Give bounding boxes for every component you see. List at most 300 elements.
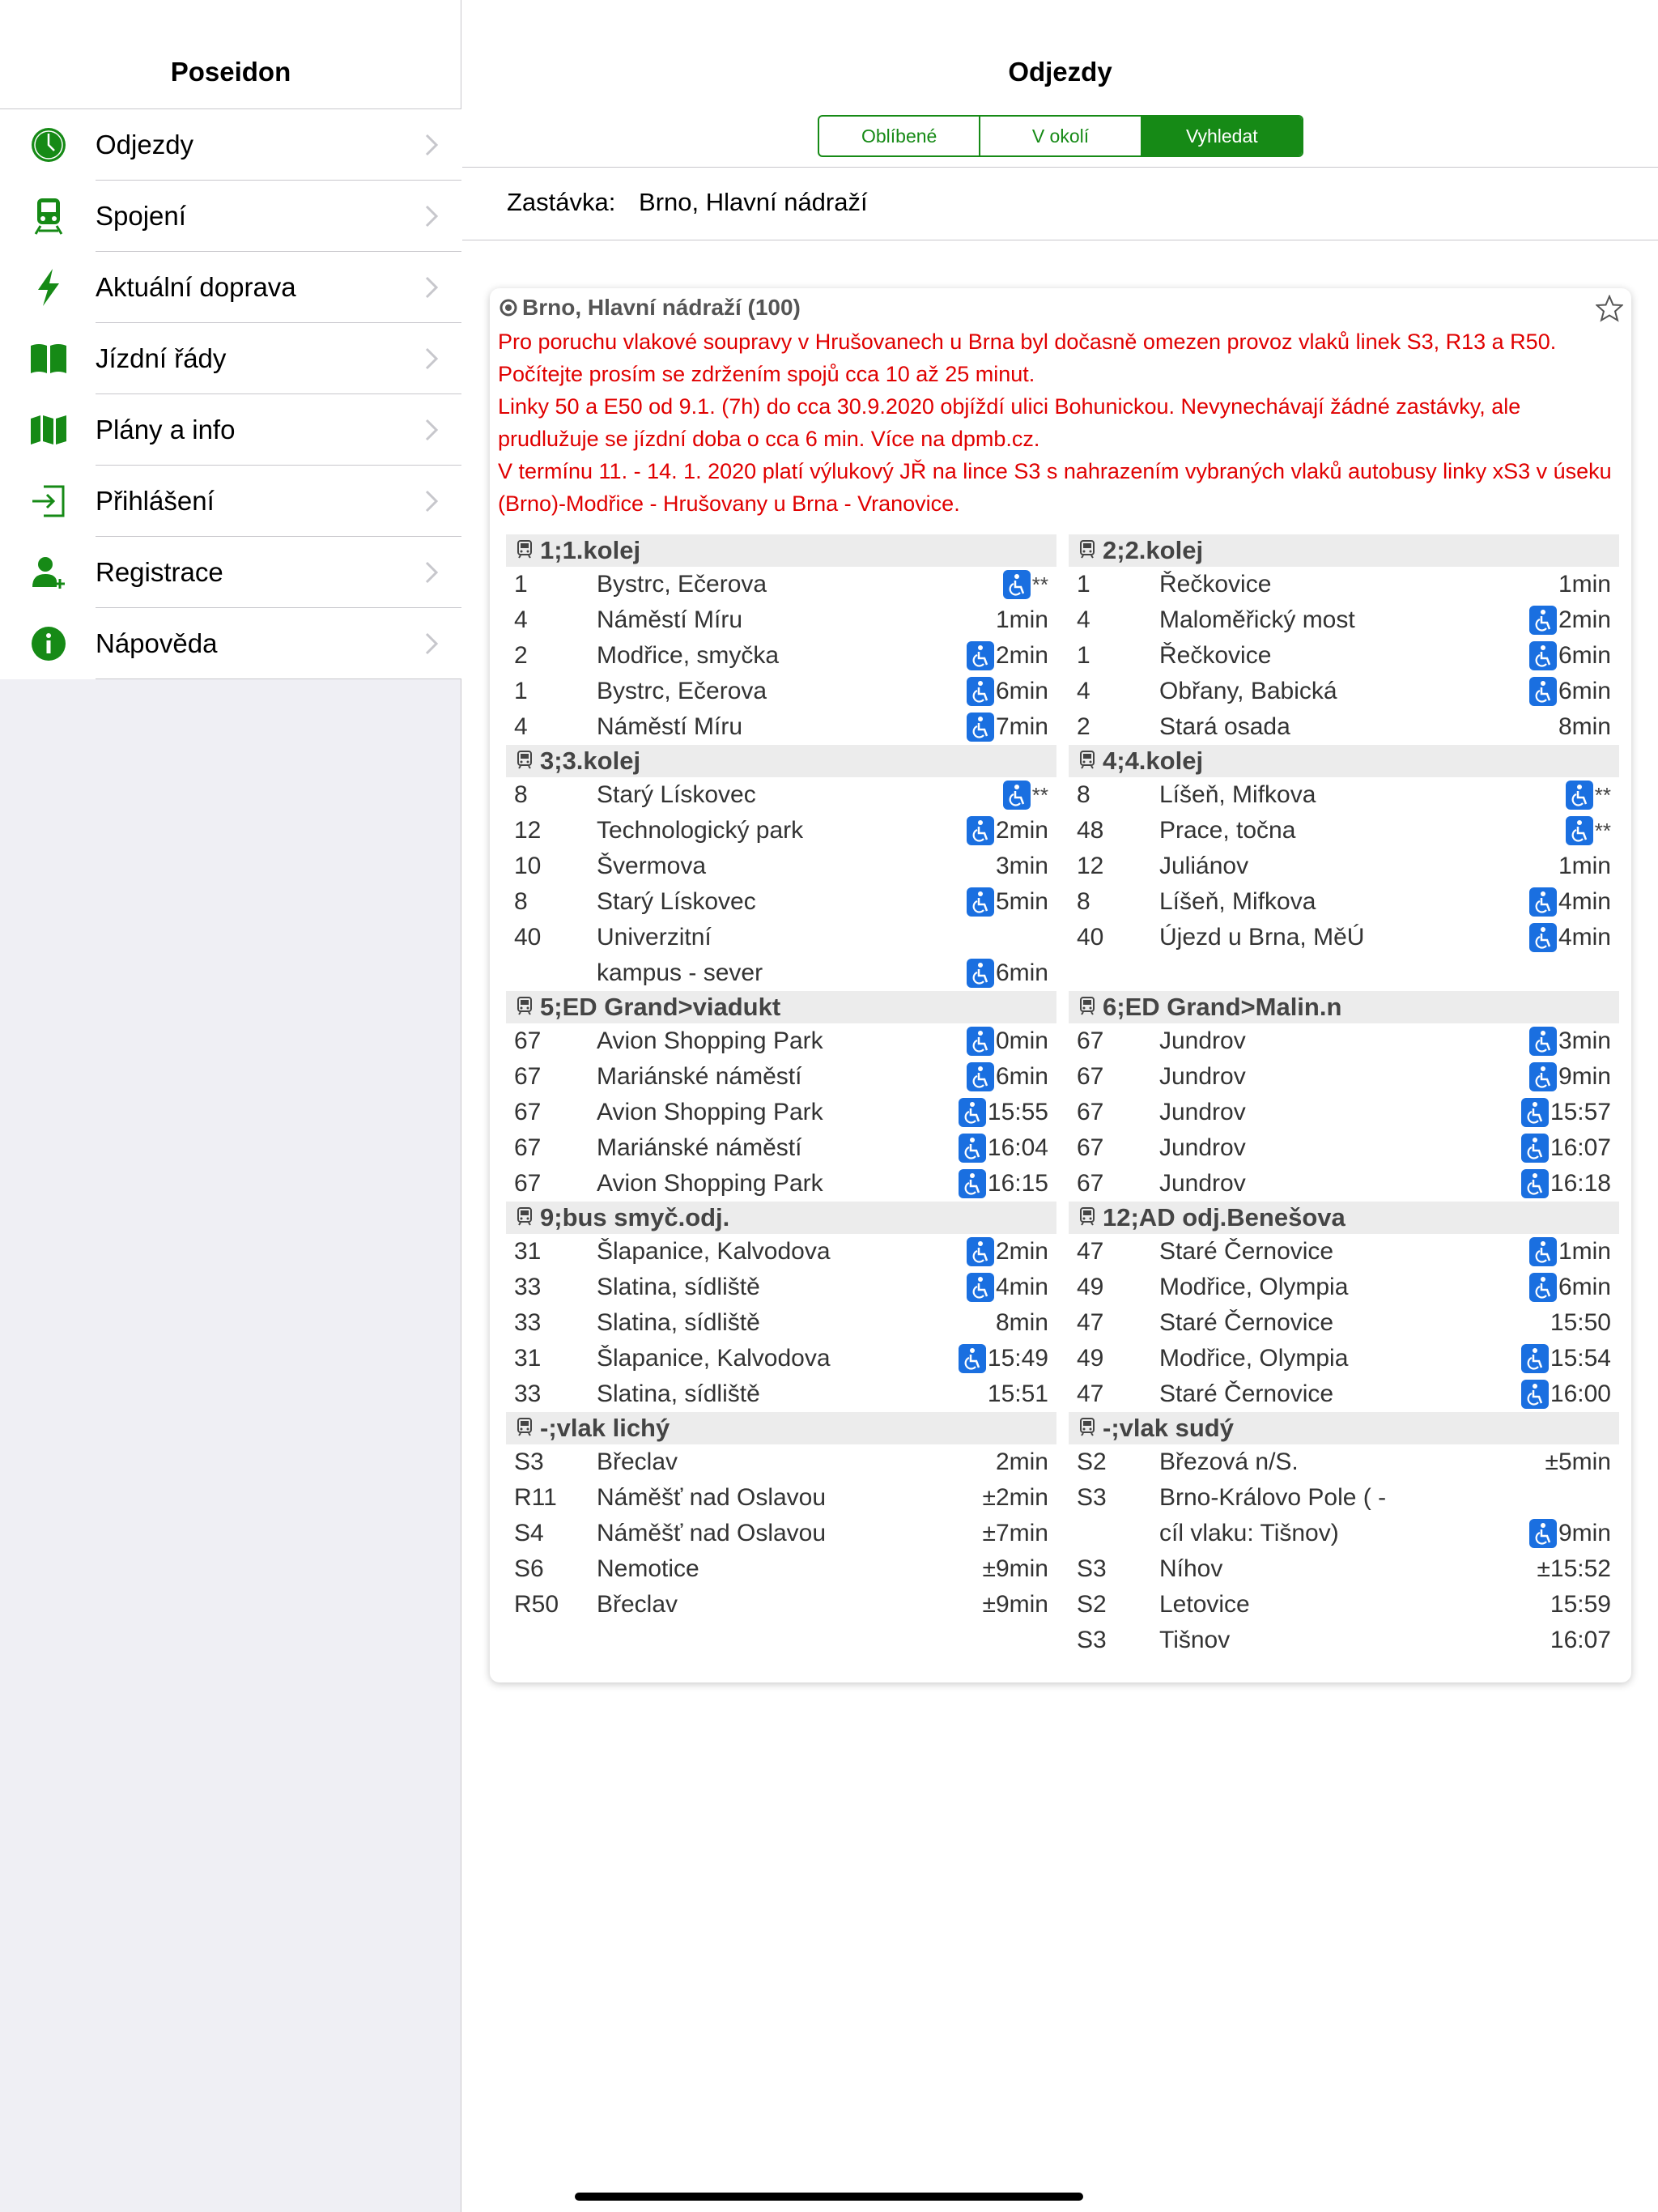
wheelchair-icon	[967, 1027, 994, 1056]
line-number: 8	[1077, 888, 1090, 915]
departure-row[interactable]	[1069, 567, 1619, 602]
wheelchair-icon	[1566, 781, 1593, 810]
departure-group	[506, 534, 1056, 745]
departure-info	[996, 853, 1056, 880]
departure-row[interactable]	[506, 1023, 1056, 1059]
departure-time: 2min	[995, 817, 1048, 844]
line-number: 33	[514, 1309, 542, 1336]
line-number: 33	[514, 1380, 542, 1407]
departure-info	[967, 677, 1056, 706]
line-number: 4	[514, 713, 528, 740]
departure-group	[506, 1412, 1056, 1623]
departure-group	[1069, 534, 1619, 745]
sidebar-item-napoveda[interactable]	[0, 608, 461, 679]
departure-row[interactable]	[1069, 777, 1619, 813]
departure-group	[1069, 1412, 1619, 1658]
line-number: 1	[514, 571, 528, 598]
departure-row[interactable]	[506, 1166, 1056, 1202]
departure-row[interactable]	[1069, 1587, 1619, 1623]
departure-info	[967, 959, 1056, 988]
group-title: 6;ED Grand>Malin.n	[1103, 993, 1342, 1021]
departure-row[interactable]	[506, 1376, 1056, 1412]
page-title: Odjezdy	[1008, 57, 1112, 87]
departure-row[interactable]	[1069, 849, 1619, 884]
tab-v-okoli[interactable]: V okolí	[980, 117, 1141, 155]
line-number: S2	[1077, 1448, 1107, 1475]
wheelchair-icon	[1521, 1098, 1549, 1127]
destination: Avion Shopping Park	[597, 1170, 823, 1197]
departure-info	[1521, 1169, 1619, 1198]
departure-info	[983, 1484, 1057, 1512]
wheelchair-icon	[959, 1344, 986, 1373]
destination: Líšeň, Mifkova	[1159, 888, 1316, 915]
departure-row[interactable]	[1069, 1166, 1619, 1202]
departure-row[interactable]	[506, 674, 1056, 709]
notice-text: V termínu 11. - 14. 1. 2020 platí výlukový JŘ na lince S3 s nahrazením vybraných vlaků autobusy linky xS3 v úseku (Brno)-Modřice - Hrušovany u Brna - Vranovice.	[498, 459, 1612, 516]
departure-row[interactable]	[1069, 1376, 1619, 1412]
group-header	[506, 991, 1056, 1023]
line-number: S4	[514, 1520, 544, 1546]
departure-info	[983, 1555, 1057, 1583]
book-icon	[29, 339, 68, 378]
line-number: 4	[1077, 678, 1090, 704]
departure-row[interactable]	[506, 638, 1056, 674]
tram-stop-icon	[1078, 993, 1096, 1022]
line-number: 10	[514, 853, 542, 879]
departure-info	[967, 1273, 1056, 1302]
departure-time: 2min	[995, 642, 1048, 669]
line-number: 4	[1077, 606, 1090, 633]
destination: Líšeň, Mifkova	[1159, 781, 1316, 808]
destination: Modřice, Olympia	[1159, 1345, 1349, 1372]
departure-time: 6min	[1558, 1274, 1611, 1300]
wheelchair-icon	[1003, 570, 1031, 599]
wheelchair-icon	[1521, 1134, 1549, 1163]
wheelchair-icon	[959, 1134, 986, 1163]
sidebar-title: Poseidon	[170, 57, 291, 87]
line-number: S3	[514, 1448, 544, 1475]
departure-group	[1069, 745, 1619, 991]
destination: Mariánské náměstí	[597, 1134, 802, 1161]
departure-info	[959, 1344, 1056, 1373]
login-icon	[29, 482, 68, 521]
sidebar-item-odjezdy[interactable]	[0, 109, 461, 181]
departure-row[interactable]	[506, 1551, 1056, 1587]
tram-stop-icon	[1078, 747, 1096, 776]
departure-row[interactable]	[1069, 1023, 1619, 1059]
line-number: R50	[514, 1591, 559, 1618]
departure-row[interactable]	[1069, 674, 1619, 709]
departure-info	[967, 887, 1056, 917]
destination: Staré Černovice	[1159, 1238, 1334, 1265]
wheelchair-icon	[959, 1169, 986, 1198]
departure-info	[967, 713, 1056, 742]
line-number: 48	[1077, 817, 1104, 844]
chevron-right-icon	[424, 419, 439, 441]
group-title: -;vlak lichý	[540, 1414, 670, 1442]
departure-row[interactable]	[506, 1059, 1056, 1095]
destination: Jundrov	[1159, 1063, 1246, 1090]
group-header	[1069, 1412, 1619, 1444]
departure-row[interactable]	[506, 1516, 1056, 1551]
departure-info	[988, 1380, 1056, 1408]
departure-row[interactable]	[506, 602, 1056, 638]
line-number: 2	[1077, 713, 1090, 740]
wheelchair-icon	[967, 959, 994, 988]
tram-stop-icon	[1078, 1203, 1096, 1232]
departures-column-right	[1069, 534, 1619, 1658]
destination: Jundrov	[1159, 1099, 1246, 1125]
departure-row[interactable]	[1069, 1059, 1619, 1095]
line-number: S3	[1077, 1627, 1107, 1653]
departure-group	[506, 1202, 1056, 1412]
departure-time: 2min	[995, 1238, 1048, 1265]
line-number: 1	[514, 678, 528, 704]
line-number: 31	[514, 1238, 542, 1265]
departure-info	[1550, 1309, 1619, 1337]
departure-time: ±2min	[982, 1484, 1048, 1511]
departure-time: 16:18	[1550, 1170, 1611, 1197]
group-title: 2;2.kolej	[1103, 536, 1204, 564]
tram-stop-icon	[516, 747, 534, 776]
line-number: 67	[514, 1063, 542, 1090]
line-number: 47	[1077, 1309, 1104, 1336]
departure-info	[1521, 1134, 1619, 1163]
destination: Technologický park	[597, 817, 804, 844]
sidebar-item-jizdni-rady[interactable]	[0, 323, 461, 394]
line-number: 8	[514, 888, 528, 915]
departure-row[interactable]	[506, 1270, 1056, 1305]
map-icon	[29, 410, 68, 449]
departure-row[interactable]	[1069, 1130, 1619, 1166]
line-number: 8	[1077, 781, 1090, 808]
destination: Bystrc, Ečerova	[597, 571, 767, 598]
departure-time: ±9min	[982, 1555, 1048, 1582]
notice-text: Pro poruchu vlakové soupravy v Hrušovanech u Brna byl dočasně omezen provoz vlaků linek S3, R13 a R50. Počítejte prosím se zdržením spojů cca 10 až 25 minut.	[498, 330, 1557, 386]
destination: Náměstí Míru	[597, 606, 743, 633]
departure-time: 15:59	[1550, 1591, 1611, 1618]
destination: Řečkovice	[1159, 642, 1272, 669]
group-header	[1069, 1202, 1619, 1234]
sidebar	[0, 0, 461, 2212]
stop-label: Zastávka:	[507, 188, 616, 216]
departure-info	[996, 1309, 1056, 1337]
home-indicator[interactable]	[575, 2193, 1083, 2201]
line-number: 4	[514, 606, 528, 633]
wheelchair-icon	[1529, 641, 1557, 670]
sidebar-item-plany-a-info[interactable]	[0, 394, 461, 466]
wheelchair-icon	[1521, 1344, 1549, 1373]
tab-oblibene[interactable]: Oblíbené	[819, 117, 980, 155]
departure-row[interactable]	[506, 1587, 1056, 1623]
destination: Modřice, Olympia	[1159, 1274, 1349, 1300]
departure-info	[1529, 1237, 1619, 1266]
departure-row[interactable]	[506, 1130, 1056, 1166]
destination: Březová n/S.	[1159, 1448, 1299, 1475]
departure-info	[996, 1448, 1056, 1476]
line-number: 47	[1077, 1380, 1104, 1407]
destination: Jundrov	[1159, 1027, 1246, 1054]
wheelchair-icon	[1566, 816, 1593, 845]
line-number: 1	[1077, 571, 1090, 598]
group-title: 9;bus smyč.odj.	[540, 1203, 730, 1231]
departure-time: 15:55	[987, 1099, 1048, 1125]
departure-info	[959, 1098, 1056, 1127]
departure-row[interactable]	[506, 567, 1056, 602]
sidebar-item-spojeni[interactable]	[0, 181, 461, 252]
departure-time: 8min	[1558, 713, 1611, 740]
departure-info	[1550, 1591, 1619, 1619]
line-number: 40	[514, 924, 542, 951]
departure-row[interactable]	[1069, 1623, 1619, 1658]
departure-info	[967, 1237, 1056, 1266]
stop-field[interactable]	[507, 188, 868, 217]
low-floor-note: **	[1594, 818, 1611, 843]
wheelchair-icon	[1529, 606, 1557, 635]
line-number: 40	[1077, 924, 1104, 951]
group-header	[1069, 745, 1619, 777]
departure-time: 6min	[995, 678, 1048, 704]
departure-time: 7min	[995, 713, 1048, 740]
group-header	[506, 534, 1056, 567]
departure-row[interactable]	[506, 884, 1056, 920]
chevron-right-icon	[424, 134, 439, 156]
wheelchair-icon	[967, 677, 994, 706]
departure-info	[1558, 713, 1619, 741]
departure-row[interactable]	[1069, 709, 1619, 745]
wheelchair-icon	[1529, 1062, 1557, 1091]
wheelchair-icon	[1529, 887, 1557, 917]
departure-info	[1529, 641, 1619, 670]
notice-text: Linky 50 a E50 od 9.1. (7h) do cca 30.9.2020 objíždí ulici Bohunickou. Nevynechávají žádné zastávky, ale prudlužuje se jízdní doba o cca 6 min. Více na dpmb.cz.	[498, 394, 1521, 451]
wheelchair-icon	[1521, 1380, 1549, 1409]
departure-info	[1566, 781, 1619, 810]
sidebar-item-label: Nápověda	[96, 628, 218, 658]
departure-time: 6min	[995, 959, 1048, 986]
destination: Letovice	[1159, 1591, 1250, 1618]
departure-info	[996, 606, 1056, 634]
destination: Starý Lískovec	[597, 781, 756, 808]
departure-time: 6min	[1558, 642, 1611, 669]
chevron-right-icon	[424, 561, 439, 584]
departure-info	[967, 1062, 1056, 1091]
line-number: 1	[1077, 642, 1090, 669]
stop-value: Brno, Hlavní nádraží	[639, 188, 868, 216]
chevron-right-icon	[424, 632, 439, 655]
group-header	[506, 1412, 1056, 1444]
destination: Jundrov	[1159, 1134, 1246, 1161]
destination: Brno-Královo Pole ( -	[1159, 1484, 1387, 1511]
line-number: S2	[1077, 1591, 1107, 1618]
destination: Staré Černovice	[1159, 1309, 1334, 1336]
bolt-icon	[29, 268, 68, 307]
departure-row[interactable]	[506, 777, 1056, 813]
departure-row[interactable]	[1069, 1095, 1619, 1130]
departure-group	[1069, 1202, 1619, 1412]
group-title: -;vlak sudý	[1103, 1414, 1234, 1442]
departure-info	[967, 641, 1056, 670]
departure-time: 6min	[995, 1063, 1048, 1090]
departure-time: 3min	[1558, 1027, 1611, 1054]
departure-row[interactable]	[1069, 920, 1619, 955]
departure-info	[1529, 1273, 1619, 1302]
departure-row[interactable]	[506, 1234, 1056, 1270]
card-title: Brno, Hlavní nádraží (100)	[522, 295, 801, 320]
departure-info	[1566, 816, 1619, 845]
wheelchair-icon	[967, 1237, 994, 1266]
departure-row[interactable]	[506, 1095, 1056, 1130]
line-number: 47	[1077, 1238, 1104, 1265]
departure-time: ±15:52	[1537, 1555, 1611, 1582]
train-icon	[29, 197, 68, 236]
departure-time: 4min	[995, 1274, 1048, 1300]
departure-info	[1529, 606, 1619, 635]
departure-row[interactable]	[1069, 1341, 1619, 1376]
departure-time: 1min	[1558, 853, 1611, 879]
chevron-right-icon	[424, 347, 439, 370]
wheelchair-icon	[1529, 677, 1557, 706]
destination: Obřany, Babická	[1159, 678, 1337, 704]
wheelchair-icon	[959, 1098, 986, 1127]
departure-group	[506, 745, 1056, 991]
departure-row[interactable]	[1069, 1270, 1619, 1305]
departure-time: 16:07	[1550, 1627, 1611, 1653]
line-number: 67	[1077, 1170, 1104, 1197]
departures-column-left	[506, 534, 1056, 1623]
tram-stop-icon	[516, 993, 534, 1022]
wheelchair-icon	[1529, 1273, 1557, 1302]
departure-time: 16:15	[987, 1170, 1048, 1197]
departure-row[interactable]	[506, 1305, 1056, 1341]
destination: Mariánské náměstí	[597, 1063, 802, 1090]
star-icon[interactable]	[1596, 295, 1623, 322]
tab-vyhledat[interactable]: Vyhledat	[1142, 117, 1302, 155]
destination: Tišnov	[1159, 1627, 1231, 1653]
destination: Nemotice	[597, 1555, 699, 1582]
line-number: 67	[1077, 1063, 1104, 1090]
sidebar-item-label: Odjezdy	[96, 130, 194, 160]
departure-row[interactable]	[1069, 638, 1619, 674]
group-header	[1069, 534, 1619, 567]
departures-card	[490, 288, 1631, 1682]
line-number: 49	[1077, 1274, 1104, 1300]
line-number: 67	[514, 1134, 542, 1161]
low-floor-note: **	[1031, 782, 1048, 807]
wheelchair-icon	[1529, 1237, 1557, 1266]
departure-time: 0min	[995, 1027, 1048, 1054]
destination: Modřice, smyčka	[597, 642, 780, 669]
stop-marker-icon	[500, 299, 517, 317]
departure-row[interactable]	[506, 813, 1056, 849]
destination: Náměstí Míru	[597, 713, 743, 740]
departure-row[interactable]	[1069, 1516, 1619, 1551]
departure-info	[1558, 853, 1619, 880]
departure-row[interactable]	[1069, 884, 1619, 920]
departure-row[interactable]	[506, 1444, 1056, 1480]
departure-row[interactable]	[506, 709, 1056, 745]
departure-time: 4min	[1558, 888, 1611, 915]
departure-time: 1min	[995, 606, 1048, 633]
destination: Jundrov	[1159, 1170, 1246, 1197]
departure-row[interactable]	[1069, 1444, 1619, 1480]
destination: Prace, točna	[1159, 817, 1296, 844]
departure-time: 15:50	[1550, 1309, 1611, 1336]
departure-time: 5min	[995, 888, 1048, 915]
line-number: S3	[1077, 1555, 1107, 1582]
chevron-right-icon	[424, 490, 439, 513]
departure-time: 6min	[1558, 678, 1611, 704]
departure-time: 15:57	[1550, 1099, 1611, 1125]
wheelchair-icon	[1003, 781, 1031, 810]
departure-row[interactable]	[1069, 602, 1619, 638]
departure-time: 2min	[995, 1448, 1048, 1475]
tram-stop-icon	[516, 1414, 534, 1443]
destination: Univerzitní	[597, 924, 712, 951]
line-number: 31	[514, 1345, 542, 1372]
main-panel	[462, 0, 1658, 2212]
departure-row[interactable]	[506, 955, 1056, 991]
wheelchair-icon	[967, 641, 994, 670]
sidebar-item-registrace[interactable]	[0, 537, 461, 608]
departure-time: 8min	[995, 1309, 1048, 1336]
departure-row[interactable]	[1069, 955, 1619, 991]
tram-stop-icon	[516, 536, 534, 565]
group-title: 5;ED Grand>viadukt	[540, 993, 781, 1021]
info-icon	[29, 624, 68, 663]
sidebar-item-label: Přihlášení	[96, 486, 215, 516]
departure-row[interactable]	[1069, 1234, 1619, 1270]
departure-row[interactable]	[506, 920, 1056, 955]
line-number: S6	[514, 1555, 544, 1582]
departure-row[interactable]	[1069, 813, 1619, 849]
destination: Šlapanice, Kalvodova	[597, 1238, 831, 1265]
departure-time: 4min	[1558, 924, 1611, 951]
group-title: 1;1.kolej	[540, 536, 641, 564]
departure-info	[1529, 1062, 1619, 1091]
departure-info	[967, 1027, 1056, 1056]
chevron-right-icon	[424, 205, 439, 228]
line-number: 12	[514, 817, 542, 844]
departure-group	[1069, 991, 1619, 1202]
card-header	[500, 295, 801, 321]
destination: Juliánov	[1159, 853, 1249, 879]
wheelchair-icon	[1529, 1027, 1557, 1056]
destination: Švermova	[597, 853, 707, 879]
departure-row[interactable]	[506, 1480, 1056, 1516]
departure-info	[983, 1520, 1057, 1547]
departure-row[interactable]	[1069, 1305, 1619, 1341]
departure-row[interactable]	[506, 849, 1056, 884]
line-number: 33	[514, 1274, 542, 1300]
departure-row[interactable]	[506, 1341, 1056, 1376]
departure-time: 9min	[1558, 1063, 1611, 1090]
wheelchair-icon	[967, 887, 994, 917]
sidebar-item-aktualni-doprava[interactable]	[0, 252, 461, 323]
wheelchair-icon	[1521, 1169, 1549, 1198]
destination: Avion Shopping Park	[597, 1099, 823, 1125]
sidebar-item-prihlaseni[interactable]	[0, 466, 461, 537]
departure-time: 16:00	[1550, 1380, 1611, 1407]
departure-info	[967, 816, 1056, 845]
departure-info	[1529, 923, 1619, 952]
destination: Avion Shopping Park	[597, 1027, 823, 1054]
departure-time: ±7min	[982, 1520, 1048, 1546]
departure-row[interactable]	[1069, 1551, 1619, 1587]
departure-info	[1003, 781, 1056, 810]
departure-time: 2min	[1558, 606, 1611, 633]
departure-row[interactable]	[1069, 1480, 1619, 1516]
group-header	[1069, 991, 1619, 1023]
